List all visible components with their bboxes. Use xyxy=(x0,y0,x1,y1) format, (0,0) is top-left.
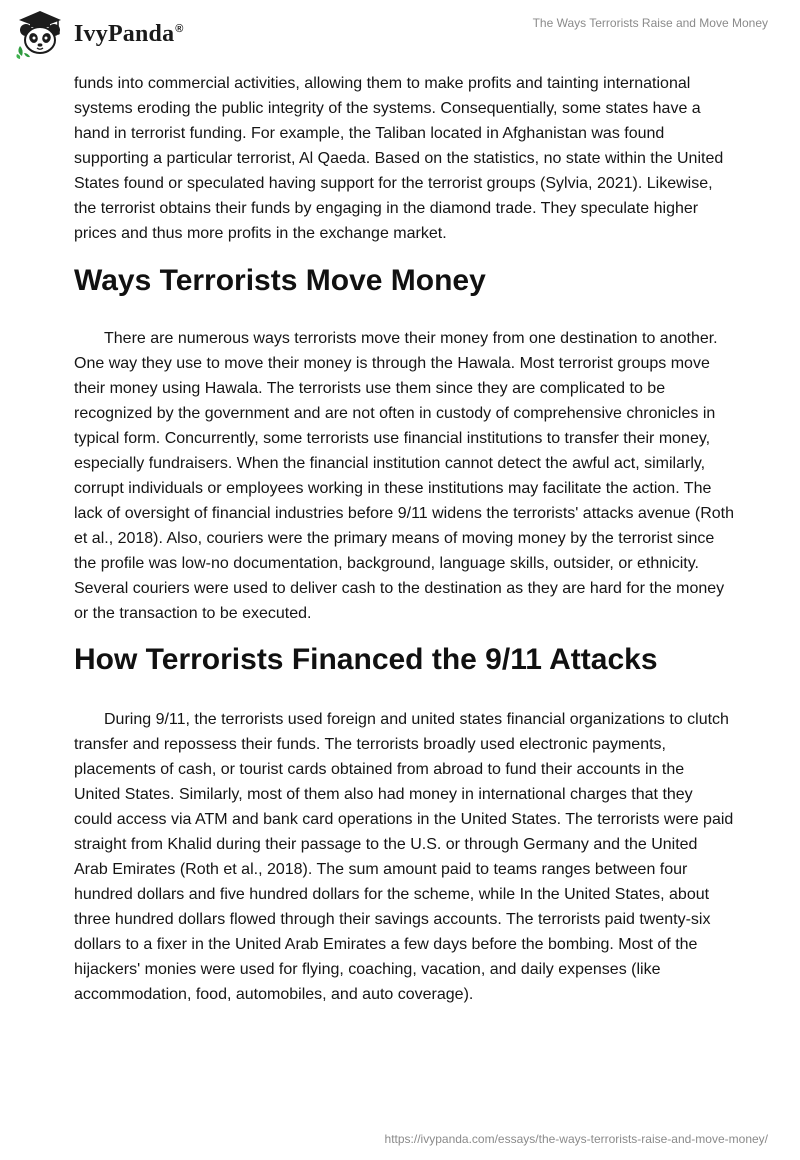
intro-paragraph: funds into commercial activities, allowing them to make profits and tainting international systems eroding the public integrity of the systems. Consequentially, some states have a hand in terrorist funding. For example, the Taliban located in Afghanistan was found supporting a particular terrorist, Al Qaeda. Based on the statistics, no state within the United States found or speculated having support for the terrorist groups (Sylvia, 2021). Likewise, the terrorist obtains their funds by engaging in the diamond trade. They speculate higher prices and thus more profits in the exchange market. xyxy=(74,75,724,242)
section-paragraph-9-11-financing: During 9/11, the terrorists used foreign and united states financial organizations to clutch transfer and repossess their funds. The terrorists broadly used electronic payments, placements of cash, or tourist cards obtained from abroad to fund their accounts in the United States. Similarly, most of them also had money in international charges that they could access via ATM and bank card operations in the United States. The terrorists were paid straight from Khalid during their passage to the U.S. or through Germany and the United Arab Emirates (Roth et al., 2018). The sum amount paid to teams ranges between four hundred dollars and five hundred dollars for the scheme, while In the United States, about three hundred dollars flowed through their savings accounts. The terrorists paid twenty-six dollars to a fixer in the United Arab Emirates a few days before the bombing. Most of the hijackers' monies were used for flying, coaching, vacation, and daily expenses (like accommodation, food, automobiles, and auto coverage). xyxy=(74,711,734,1003)
page-header xyxy=(0,0,800,70)
source-url[interactable]: https://ivypanda.com/essays/the-ways-terrorists-raise-and-move-money/ xyxy=(384,1132,768,1146)
section-heading-move-money: Ways Terrorists Move Money xyxy=(74,264,486,297)
essay-body xyxy=(74,71,734,1007)
ivypanda-logo[interactable] xyxy=(14,8,194,60)
brand-name xyxy=(74,21,184,48)
registered-mark: ® xyxy=(175,22,184,35)
section-paragraph-move-money: There are numerous ways terrorists move their money from one destination to another. One way they use to move their money is through the Hawala. Most terrorist groups move their money using Hawala. The terrorists use them since they are complicated to be recognized by the government and are not often in custody of comprehensive chronicles in typical form. Concurrently, some terrorists use financial institutions to transfer their money, especially fundraisers. When the financial institution cannot detect the awful act, similarly, corrupt individuals or employees working in these institutions may facilitate the action. The lack of oversight of financial industries before 9/11 widens the terrorists' attacks avenue (Roth et al., 2018). Also, couriers were the primary means of moving money by the terrorist since the profile was low-no documentation, background, language skills, outsider, or ethnicity. Several couriers were used to deliver cash to the destination as they are hard for the money or the transaction to be executed. xyxy=(74,330,734,622)
section-heading-9-11-financing: How Terrorists Financed the 9/11 Attacks xyxy=(74,643,658,676)
brand-name-text: IvyPanda xyxy=(74,20,175,47)
document-title: The Ways Terrorists Raise and Move Money xyxy=(532,16,768,30)
panda-graduate-icon xyxy=(14,8,66,60)
